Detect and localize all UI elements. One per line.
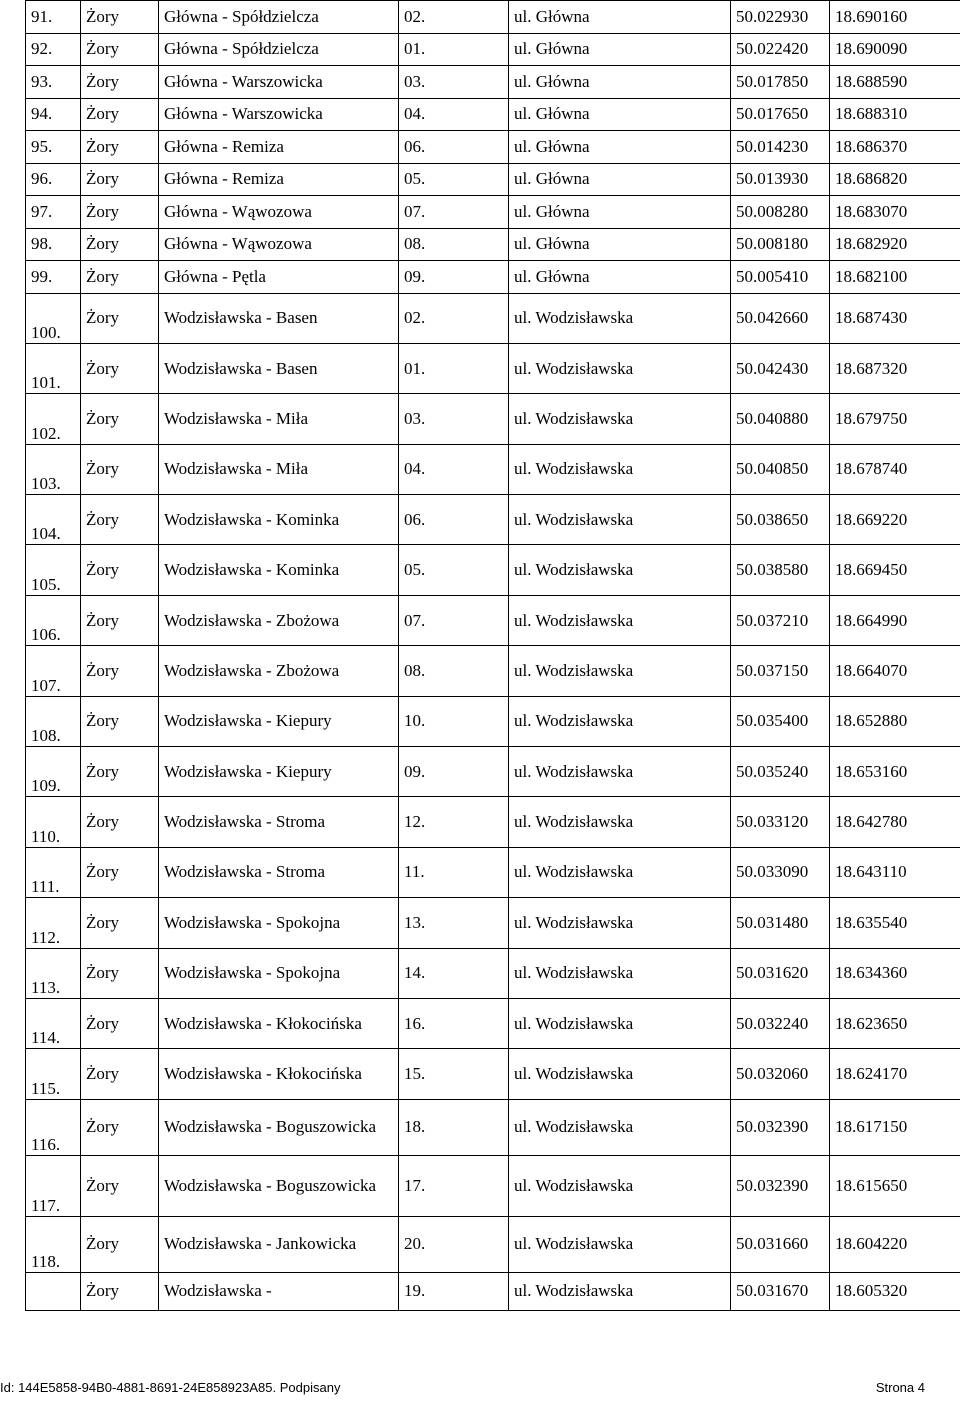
cell-no: 14. xyxy=(399,948,509,998)
cell-lp: 103. xyxy=(26,444,81,494)
cell-city: Żory xyxy=(81,444,159,494)
table-row xyxy=(26,495,960,545)
cell-lon: 18.653160 xyxy=(830,747,960,797)
cell-lp: 109. xyxy=(26,747,81,797)
cell-lat: 50.035400 xyxy=(731,696,830,746)
cell-lon: 18.690090 xyxy=(830,33,960,66)
table-row xyxy=(26,293,960,343)
cell-street: ul. Wodzisławska xyxy=(509,293,731,343)
cell-lat: 50.037210 xyxy=(731,595,830,645)
table-row xyxy=(26,131,960,164)
cell-lp: 110. xyxy=(26,797,81,847)
cell-lon: 18.679750 xyxy=(830,394,960,444)
cell-lat: 50.031670 xyxy=(731,1272,830,1310)
cell-name: Wodzisławska - xyxy=(159,1272,399,1310)
cell-city: Żory xyxy=(81,33,159,66)
cell-lat: 50.042430 xyxy=(731,343,830,393)
table-row xyxy=(26,228,960,261)
cell-lat: 50.032390 xyxy=(731,1155,830,1216)
cell-lp: 117. xyxy=(26,1155,81,1216)
cell-lon: 18.686370 xyxy=(830,131,960,164)
cell-lon: 18.604220 xyxy=(830,1216,960,1272)
cell-street: ul. Wodzisławska xyxy=(509,495,731,545)
cell-city: Żory xyxy=(81,293,159,343)
cell-lat: 50.032240 xyxy=(731,998,830,1048)
cell-no: 01. xyxy=(399,33,509,66)
cell-lon: 18.690160 xyxy=(830,1,960,34)
cell-name: Wodzisławska - Kominka xyxy=(159,545,399,595)
cell-lon: 18.683070 xyxy=(830,196,960,229)
cell-name: Wodzisławska - Boguszowicka xyxy=(159,1099,399,1155)
cell-lp: 115. xyxy=(26,1049,81,1099)
cell-lp: 104. xyxy=(26,495,81,545)
table-row xyxy=(26,898,960,948)
cell-city: Żory xyxy=(81,1099,159,1155)
cell-street: ul. Wodzisławska xyxy=(509,847,731,897)
cell-lp: 118. xyxy=(26,1216,81,1272)
cell-lp: 102. xyxy=(26,394,81,444)
cell-lon: 18.682920 xyxy=(830,228,960,261)
cell-name: Wodzisławska - Zbożowa xyxy=(159,595,399,645)
table-row xyxy=(26,847,960,897)
cell-lat: 50.031480 xyxy=(731,898,830,948)
cell-street: ul. Wodzisławska xyxy=(509,595,731,645)
cell-lp: 105. xyxy=(26,545,81,595)
table-row xyxy=(26,1099,960,1155)
cell-no: 02. xyxy=(399,293,509,343)
cell-lat: 50.017850 xyxy=(731,66,830,99)
cell-lat: 50.014230 xyxy=(731,131,830,164)
cell-street: ul. Główna xyxy=(509,196,731,229)
table-row xyxy=(26,747,960,797)
cell-city: Żory xyxy=(81,66,159,99)
cell-lp: 101. xyxy=(26,343,81,393)
cell-name: Główna - Pętla xyxy=(159,261,399,294)
cell-lon: 18.664990 xyxy=(830,595,960,645)
cell-city: Żory xyxy=(81,545,159,595)
table-row xyxy=(26,545,960,595)
table-row xyxy=(26,696,960,746)
cell-lp: 92. xyxy=(26,33,81,66)
cell-city: Żory xyxy=(81,1155,159,1216)
cell-lat: 50.008180 xyxy=(731,228,830,261)
cell-street: ul. Wodzisławska xyxy=(509,1099,731,1155)
table-row xyxy=(26,1049,960,1099)
cell-no: 08. xyxy=(399,646,509,696)
cell-name: Główna - Remiza xyxy=(159,163,399,196)
page-number: Strona 4 xyxy=(875,1380,925,1395)
cell-no: 05. xyxy=(399,163,509,196)
cell-no: 06. xyxy=(399,495,509,545)
cell-lat: 50.033120 xyxy=(731,797,830,847)
table-row xyxy=(26,595,960,645)
table-row xyxy=(26,646,960,696)
cell-street: ul. Wodzisławska xyxy=(509,444,731,494)
cell-street: ul. Wodzisławska xyxy=(509,1155,731,1216)
cell-name: Główna - Spółdzielcza xyxy=(159,33,399,66)
cell-lon: 18.678740 xyxy=(830,444,960,494)
cell-lat: 50.037150 xyxy=(731,646,830,696)
cell-lon: 18.624170 xyxy=(830,1049,960,1099)
cell-city: Żory xyxy=(81,1272,159,1310)
bus-stops-table xyxy=(25,0,960,1311)
cell-lon: 18.669450 xyxy=(830,545,960,595)
cell-lp: 93. xyxy=(26,66,81,99)
cell-no: 20. xyxy=(399,1216,509,1272)
cell-street: ul. Główna xyxy=(509,1,731,34)
table-row xyxy=(26,66,960,99)
cell-no: 01. xyxy=(399,343,509,393)
cell-lp: 112. xyxy=(26,898,81,948)
cell-city: Żory xyxy=(81,261,159,294)
cell-lat: 50.032390 xyxy=(731,1099,830,1155)
cell-street: ul. Główna xyxy=(509,33,731,66)
cell-lp: 91. xyxy=(26,1,81,34)
cell-lp: 111. xyxy=(26,847,81,897)
table-row xyxy=(26,948,960,998)
table-row xyxy=(26,444,960,494)
cell-name: Główna - Warszowicka xyxy=(159,66,399,99)
cell-name: Wodzisławska - Basen xyxy=(159,343,399,393)
page-footer xyxy=(0,1380,960,1400)
cell-no: 12. xyxy=(399,797,509,847)
cell-name: Wodzisławska - Jankowicka xyxy=(159,1216,399,1272)
cell-name: Wodzisławska - Zbożowa xyxy=(159,646,399,696)
cell-name: Wodzisławska - Kominka xyxy=(159,495,399,545)
cell-city: Żory xyxy=(81,394,159,444)
cell-no: 04. xyxy=(399,444,509,494)
cell-lat: 50.022420 xyxy=(731,33,830,66)
table-row xyxy=(26,196,960,229)
cell-city: Żory xyxy=(81,343,159,393)
cell-lon: 18.635540 xyxy=(830,898,960,948)
cell-lon: 18.688310 xyxy=(830,98,960,131)
cell-street: ul. Wodzisławska xyxy=(509,948,731,998)
cell-lp: 95. xyxy=(26,131,81,164)
cell-name: Wodzisławska - Kłokocińska xyxy=(159,1049,399,1099)
cell-lp: 96. xyxy=(26,163,81,196)
cell-lp: 108. xyxy=(26,696,81,746)
table-row xyxy=(26,797,960,847)
cell-no: 11. xyxy=(399,847,509,897)
cell-city: Żory xyxy=(81,646,159,696)
cell-city: Żory xyxy=(81,595,159,645)
cell-lat: 50.042660 xyxy=(731,293,830,343)
cell-lp: 107. xyxy=(26,646,81,696)
cell-lat: 50.031660 xyxy=(731,1216,830,1272)
cell-city: Żory xyxy=(81,1,159,34)
cell-city: Żory xyxy=(81,998,159,1048)
cell-name: Główna - Spółdzielcza xyxy=(159,1,399,34)
cell-name: Główna - Wąwozowa xyxy=(159,228,399,261)
cell-name: Wodzisławska - Kiepury xyxy=(159,747,399,797)
cell-city: Żory xyxy=(81,228,159,261)
cell-lp: 94. xyxy=(26,98,81,131)
cell-lat: 50.008280 xyxy=(731,196,830,229)
cell-lat: 50.038580 xyxy=(731,545,830,595)
cell-lon: 18.664070 xyxy=(830,646,960,696)
cell-lon: 18.634360 xyxy=(830,948,960,998)
document-id: Id: 144E5858-94B0-4881-8691-24E858923A85. Podpisany xyxy=(0,1380,341,1395)
cell-city: Żory xyxy=(81,696,159,746)
cell-street: ul. Wodzisławska xyxy=(509,1049,731,1099)
cell-city: Żory xyxy=(81,847,159,897)
cell-name: Wodzisławska - Boguszowicka xyxy=(159,1155,399,1216)
cell-lon: 18.605320 xyxy=(830,1272,960,1310)
cell-city: Żory xyxy=(81,898,159,948)
cell-lon: 18.687320 xyxy=(830,343,960,393)
cell-lp: 106. xyxy=(26,595,81,645)
cell-lat: 50.033090 xyxy=(731,847,830,897)
cell-lp: 97. xyxy=(26,196,81,229)
cell-lat: 50.038650 xyxy=(731,495,830,545)
cell-city: Żory xyxy=(81,948,159,998)
cell-lat: 50.040880 xyxy=(731,394,830,444)
cell-no: 06. xyxy=(399,131,509,164)
cell-name: Wodzisławska - Kłokocińska xyxy=(159,998,399,1048)
cell-street: ul. Wodzisławska xyxy=(509,898,731,948)
cell-no: 03. xyxy=(399,394,509,444)
cell-street: ul. Główna xyxy=(509,261,731,294)
cell-no: 19. xyxy=(399,1272,509,1310)
table-row xyxy=(26,163,960,196)
cell-lon: 18.615650 xyxy=(830,1155,960,1216)
cell-lon: 18.688590 xyxy=(830,66,960,99)
cell-city: Żory xyxy=(81,1216,159,1272)
cell-no: 07. xyxy=(399,595,509,645)
table-body xyxy=(26,1,960,1311)
cell-city: Żory xyxy=(81,196,159,229)
cell-lat: 50.032060 xyxy=(731,1049,830,1099)
cell-lon: 18.669220 xyxy=(830,495,960,545)
cell-no: 13. xyxy=(399,898,509,948)
cell-no: 03. xyxy=(399,66,509,99)
cell-lat: 50.022930 xyxy=(731,1,830,34)
cell-lp: 113. xyxy=(26,948,81,998)
cell-lat: 50.035240 xyxy=(731,747,830,797)
cell-city: Żory xyxy=(81,163,159,196)
cell-lat: 50.005410 xyxy=(731,261,830,294)
cell-lon: 18.643110 xyxy=(830,847,960,897)
cell-lon: 18.623650 xyxy=(830,998,960,1048)
cell-name: Główna - Wąwozowa xyxy=(159,196,399,229)
cell-street: ul. Wodzisławska xyxy=(509,343,731,393)
table-row xyxy=(26,1155,960,1216)
cell-city: Żory xyxy=(81,131,159,164)
cell-street: ul. Wodzisławska xyxy=(509,1216,731,1272)
cell-lp: 100. xyxy=(26,293,81,343)
cell-city: Żory xyxy=(81,98,159,131)
cell-name: Wodzisławska - Stroma xyxy=(159,847,399,897)
cell-no: 09. xyxy=(399,261,509,294)
cell-lp: 114. xyxy=(26,998,81,1048)
cell-name: Główna - Remiza xyxy=(159,131,399,164)
cell-no: 16. xyxy=(399,998,509,1048)
cell-lat: 50.031620 xyxy=(731,948,830,998)
cell-street: ul. Wodzisławska xyxy=(509,797,731,847)
cell-street: ul. Główna xyxy=(509,66,731,99)
cell-street: ul. Wodzisławska xyxy=(509,394,731,444)
cell-street: ul. Główna xyxy=(509,98,731,131)
table-row xyxy=(26,394,960,444)
cell-no: 08. xyxy=(399,228,509,261)
cell-name: Wodzisławska - Basen xyxy=(159,293,399,343)
cell-lat: 50.040850 xyxy=(731,444,830,494)
cell-lon: 18.652880 xyxy=(830,696,960,746)
cell-city: Żory xyxy=(81,747,159,797)
cell-lon: 18.687430 xyxy=(830,293,960,343)
cell-lp: 116. xyxy=(26,1099,81,1155)
table-row xyxy=(26,343,960,393)
cell-lat: 50.013930 xyxy=(731,163,830,196)
cell-street: ul. Wodzisławska xyxy=(509,1272,731,1310)
table-row xyxy=(26,1216,960,1272)
cell-name: Wodzisławska - Kiepury xyxy=(159,696,399,746)
cell-no: 17. xyxy=(399,1155,509,1216)
cell-lp: 99. xyxy=(26,261,81,294)
table-row xyxy=(26,261,960,294)
cell-no: 15. xyxy=(399,1049,509,1099)
cell-lon: 18.682100 xyxy=(830,261,960,294)
cell-street: ul. Wodzisławska xyxy=(509,998,731,1048)
cell-street: ul. Główna xyxy=(509,228,731,261)
cell-no: 02. xyxy=(399,1,509,34)
cell-no: 18. xyxy=(399,1099,509,1155)
cell-lon: 18.642780 xyxy=(830,797,960,847)
cell-name: Wodzisławska - Miła xyxy=(159,394,399,444)
table-row xyxy=(26,1272,960,1310)
cell-no: 04. xyxy=(399,98,509,131)
table-row xyxy=(26,98,960,131)
table-row xyxy=(26,998,960,1048)
cell-city: Żory xyxy=(81,797,159,847)
cell-name: Główna - Warszowicka xyxy=(159,98,399,131)
cell-lp xyxy=(26,1272,81,1310)
cell-name: Wodzisławska - Stroma xyxy=(159,797,399,847)
cell-lat: 50.017650 xyxy=(731,98,830,131)
cell-no: 10. xyxy=(399,696,509,746)
cell-name: Wodzisławska - Spokojna xyxy=(159,948,399,998)
cell-no: 07. xyxy=(399,196,509,229)
cell-name: Wodzisławska - Miła xyxy=(159,444,399,494)
cell-street: ul. Wodzisławska xyxy=(509,646,731,696)
cell-street: ul. Wodzisławska xyxy=(509,545,731,595)
cell-city: Żory xyxy=(81,495,159,545)
cell-city: Żory xyxy=(81,1049,159,1099)
cell-name: Wodzisławska - Spokojna xyxy=(159,898,399,948)
table-row xyxy=(26,1,960,34)
table-row xyxy=(26,33,960,66)
cell-no: 05. xyxy=(399,545,509,595)
cell-street: ul. Wodzisławska xyxy=(509,747,731,797)
cell-no: 09. xyxy=(399,747,509,797)
cell-lon: 18.686820 xyxy=(830,163,960,196)
cell-street: ul. Główna xyxy=(509,163,731,196)
cell-lp: 98. xyxy=(26,228,81,261)
cell-lon: 18.617150 xyxy=(830,1099,960,1155)
cell-street: ul. Wodzisławska xyxy=(509,696,731,746)
cell-street: ul. Główna xyxy=(509,131,731,164)
